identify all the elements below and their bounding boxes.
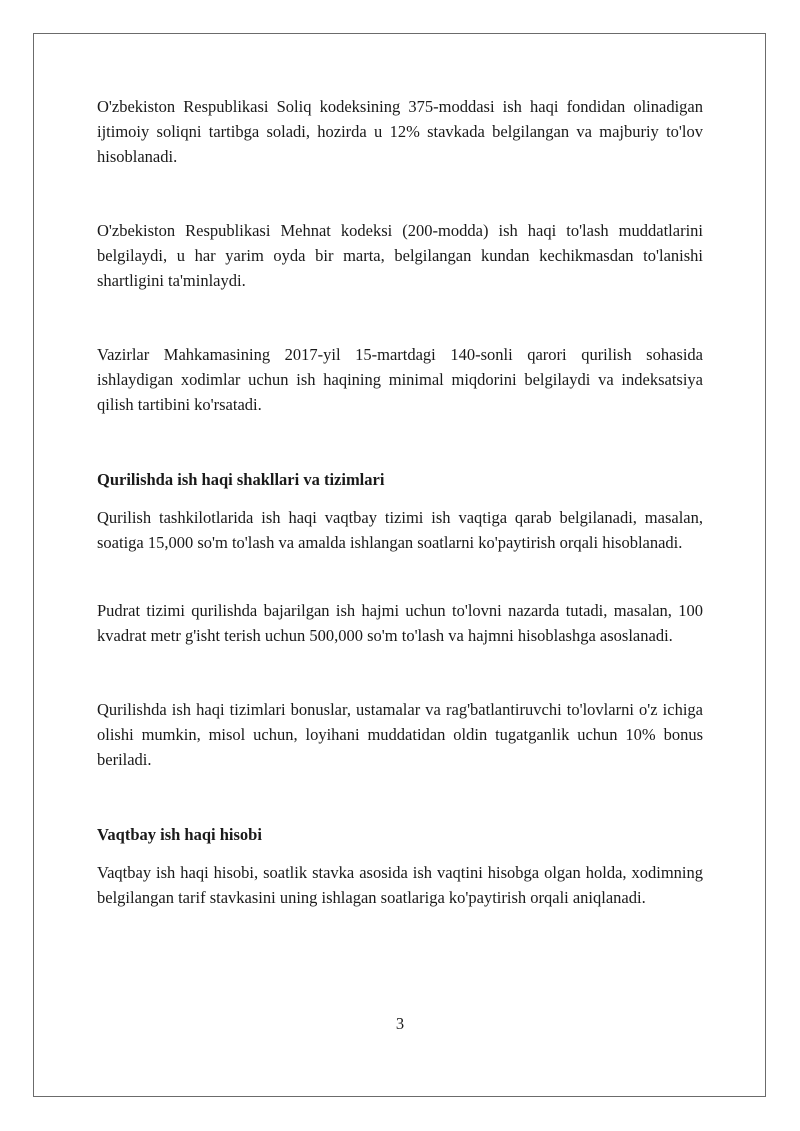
document-body: [97, 94, 703, 910]
paragraph-labor-code: O'zbekiston Respublikasi Mehnat kodeksi (200-modda) ish haqi to'lash muddatlarini belgilaydi, u har yarim oyda bir marta, belgilangan kundan kechikmasdan to'lanishi shartligini ta'minlaydi.: [97, 221, 703, 290]
page-number: 3: [395, 1014, 405, 1033]
paragraph-time-wage-system: Qurilish tashkilotlarida ish haqi vaqtbay tizimi ish vaqtiga qarab belgilanadi, masalan, soatiga 15,000 so'm to'lash va amalda ishlangan soatlarni ko'paytirish orqali hisoblanadi.: [97, 508, 703, 552]
paragraph-bonus-system: Qurilishda ish haqi tizimlari bonuslar, ustamalar va rag'batlantiruvchi to'lovlarni o'z ichiga olishi mumkin, misol uchun, loyihani muddatidan oldin tugatganlik uchun 10% bonus beriladi.: [97, 700, 703, 769]
paragraph-cabinet-resolution: Vazirlar Mahkamasining 2017-yil 15-martdagi 140-sonli qarori qurilish sohasida ishlaydigan xodimlar uchun ish haqining minimal miqdorini belgilaydi va indeksatsiya qilish tartibini ko'rsatadi.: [97, 345, 703, 414]
paragraph-time-wage-calc: Vaqtbay ish haqi hisobi, soatlik stavka asosida ish vaqtini hisobga olgan holda, xodimning belgilangan tarif stavkasini uning ishlagan soatlariga ko'paytirish orqali aniqlanadi.: [97, 863, 703, 907]
section-heading-time-wage-calc: Vaqtbay ish haqi hisobi: [97, 825, 262, 844]
paragraph-tax-code: O'zbekiston Respublikasi Soliq kodeksining 375-moddasi ish haqi fondidan olinadigan ijtimoiy soliqni tartibga soladi, hozirda u 12% stavkada belgilangan va majburiy to'lov hisoblanadi.: [97, 97, 703, 166]
paragraph-piece-rate-system: Pudrat tizimi qurilishda bajarilgan ish hajmi uchun to'lovni nazarda tutadi, masalan, 100 kvadrat metr g'isht terish uchun 500,000 so'm to'lash va hajmni hisoblashga asoslanadi.: [97, 601, 703, 645]
section-heading-wage-forms: Qurilishda ish haqi shakllari va tizimlari: [97, 470, 385, 489]
